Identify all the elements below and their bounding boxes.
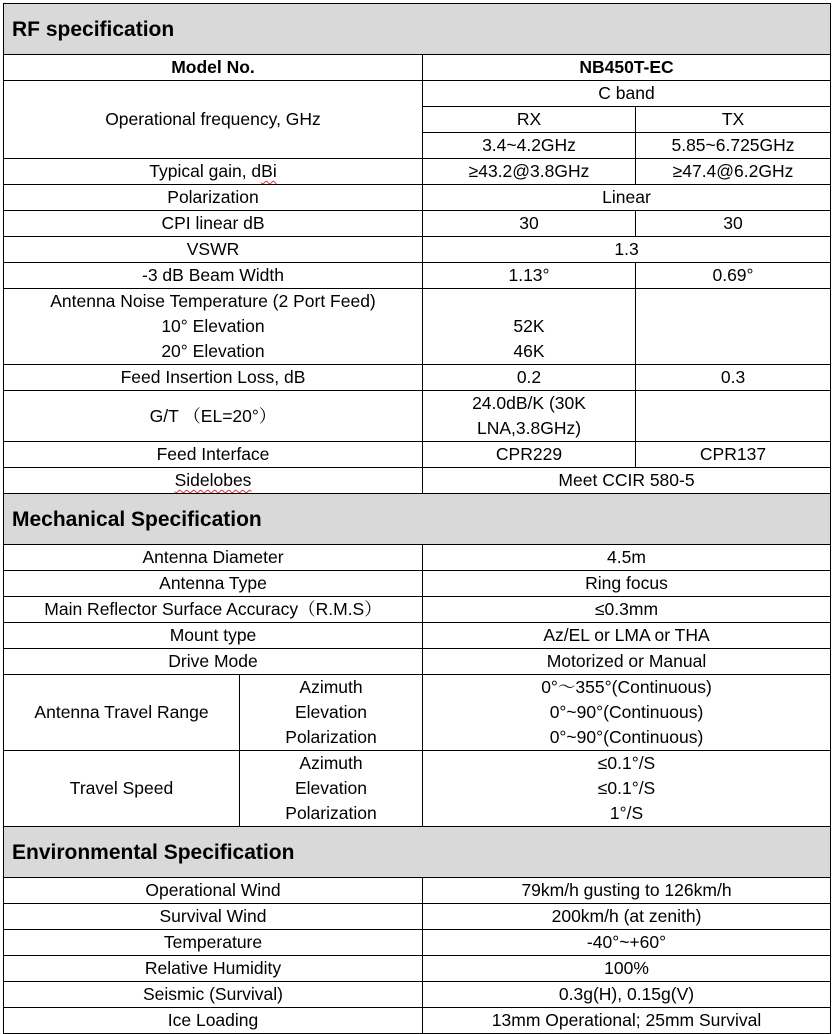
speed-el-label: Elevation (295, 778, 367, 798)
humidity-value: 100% (423, 956, 831, 982)
model-label: Model No. (4, 55, 423, 81)
spec-row (4, 159, 831, 185)
travel-el-value: 0°~90°(Continuous) (549, 702, 704, 722)
speed-az-value: ≤0.1°/S (597, 753, 656, 773)
spec-table (3, 3, 831, 1034)
tx-header: TX (636, 107, 831, 133)
type-label: Antenna Type (4, 571, 423, 597)
gain-label (4, 159, 423, 185)
cpi-label: CPI linear dB (4, 211, 423, 237)
spec-row (4, 1008, 831, 1034)
travel-pol-value: 0°~90°(Continuous) (549, 727, 704, 747)
op-wind-value: 79km/h gusting to 126km/h (423, 878, 831, 904)
type-value: Ring focus (423, 571, 831, 597)
beam-tx: 0.69° (636, 263, 831, 289)
beam-label: -3 dB Beam Width (4, 263, 423, 289)
sidelobes-value: Meet CCIR 580-5 (423, 468, 831, 494)
gt-value-cell (423, 391, 636, 442)
humidity-label: Relative Humidity (4, 956, 423, 982)
travel-label: Antenna Travel Range (4, 675, 240, 751)
sidelobes-label-cell (4, 468, 423, 494)
ice-label: Ice Loading (4, 1008, 423, 1034)
gain-label-text: Typical gain, d (149, 161, 262, 181)
noise-label-cell (4, 289, 423, 365)
gt-value-line2: LNA,3.8GHz) (476, 418, 582, 438)
spec-row (4, 571, 831, 597)
rf-section-header (4, 4, 831, 55)
speed-axes-cell (240, 751, 423, 827)
spec-row (4, 597, 831, 623)
seismic-label: Seismic (Survival) (4, 982, 423, 1008)
insertion-rx: 0.2 (423, 365, 636, 391)
speed-el-value: ≤0.1°/S (597, 778, 656, 798)
spec-row (4, 81, 831, 107)
mech-section-header (4, 494, 831, 545)
spec-row (4, 442, 831, 468)
speed-pol-label: Polarization (285, 803, 377, 823)
tx-range: 5.85~6.725GHz (636, 133, 831, 159)
vswr-label: VSWR (4, 237, 423, 263)
surv-wind-value: 200km/h (at zenith) (423, 904, 831, 930)
env-section-title: Environmental Specification (4, 827, 831, 878)
spec-row (4, 904, 831, 930)
feed-label: Feed Interface (4, 442, 423, 468)
noise-10-label: 10° Elevation (161, 316, 265, 336)
speed-pol-value: 1°/S (609, 803, 644, 823)
spec-row (4, 956, 831, 982)
spec-row (4, 289, 831, 365)
gt-label: G/T （EL=20°） (4, 391, 423, 442)
noise-20-value: 46K (513, 341, 545, 361)
beam-rx: 1.13° (423, 263, 636, 289)
spec-row (4, 55, 831, 81)
temp-label: Temperature (4, 930, 423, 956)
speed-label: Travel Speed (4, 751, 240, 827)
gt-tx-empty (636, 391, 831, 442)
op-freq-label: Operational frequency, GHz (4, 81, 423, 159)
noise-20-label: 20° Elevation (161, 341, 265, 361)
insertion-tx: 0.3 (636, 365, 831, 391)
cpi-rx: 30 (423, 211, 636, 237)
gain-label-unit: Bi (261, 161, 277, 181)
spec-row (4, 982, 831, 1008)
rx-header: RX (423, 107, 636, 133)
env-section-header (4, 827, 831, 878)
spec-row (4, 623, 831, 649)
spec-row (4, 365, 831, 391)
travel-axes-cell (240, 675, 423, 751)
spec-row (4, 751, 831, 827)
insertion-label: Feed Insertion Loss, dB (4, 365, 423, 391)
diameter-value: 4.5m (423, 545, 831, 571)
travel-az-label: Azimuth (299, 677, 363, 697)
op-wind-label: Operational Wind (4, 878, 423, 904)
rf-section-title: RF specification (4, 4, 831, 55)
spec-row (4, 649, 831, 675)
noise-10-value: 52K (513, 316, 545, 336)
sidelobes-label: Sidelobes (174, 470, 252, 490)
gt-value-line1: 24.0dB/K (30K (472, 393, 586, 413)
mount-value: Az/EL or LMA or THA (423, 623, 831, 649)
drive-value: Motorized or Manual (423, 649, 831, 675)
travel-values-cell (423, 675, 831, 751)
feed-rx: CPR229 (423, 442, 636, 468)
rx-range: 3.4~4.2GHz (423, 133, 636, 159)
mount-label: Mount type (4, 623, 423, 649)
cpi-tx: 30 (636, 211, 831, 237)
spec-row (4, 391, 831, 442)
speed-values-cell (423, 751, 831, 827)
temp-value: -40°~+60° (423, 930, 831, 956)
spec-row (4, 545, 831, 571)
seismic-value: 0.3g(H), 0.15g(V) (423, 982, 831, 1008)
noise-value-cell (423, 289, 636, 365)
feed-tx: CPR137 (636, 442, 831, 468)
spec-row (4, 468, 831, 494)
spec-row (4, 185, 831, 211)
surv-wind-label: Survival Wind (4, 904, 423, 930)
travel-az-value: 0°～355°(Continuous) (541, 677, 712, 697)
mech-section-title: Mechanical Specification (4, 494, 831, 545)
spec-row (4, 878, 831, 904)
spec-row (4, 930, 831, 956)
vswr-value: 1.3 (423, 237, 831, 263)
travel-pol-label: Polarization (285, 727, 377, 747)
pol-label: Polarization (4, 185, 423, 211)
drive-label: Drive Mode (4, 649, 423, 675)
noise-label: Antenna Noise Temperature (2 Port Feed) (50, 291, 376, 311)
spec-row (4, 237, 831, 263)
band-value: C band (423, 81, 831, 107)
accuracy-value: ≤0.3mm (423, 597, 831, 623)
gain-rx: ≥43.2@3.8GHz (423, 159, 636, 185)
speed-az-label: Azimuth (299, 753, 363, 773)
diameter-label: Antenna Diameter (4, 545, 423, 571)
ice-value: 13mm Operational; 25mm Survival (423, 1008, 831, 1034)
travel-el-label: Elevation (295, 702, 367, 722)
spec-row (4, 263, 831, 289)
model-value: NB450T-EC (423, 55, 831, 81)
pol-value: Linear (423, 185, 831, 211)
noise-tx-empty (636, 289, 831, 365)
spec-row (4, 675, 831, 751)
spec-row (4, 211, 831, 237)
gain-tx: ≥47.4@6.2GHz (636, 159, 831, 185)
accuracy-label: Main Reflector Surface Accuracy（R.M.S） (4, 597, 423, 623)
